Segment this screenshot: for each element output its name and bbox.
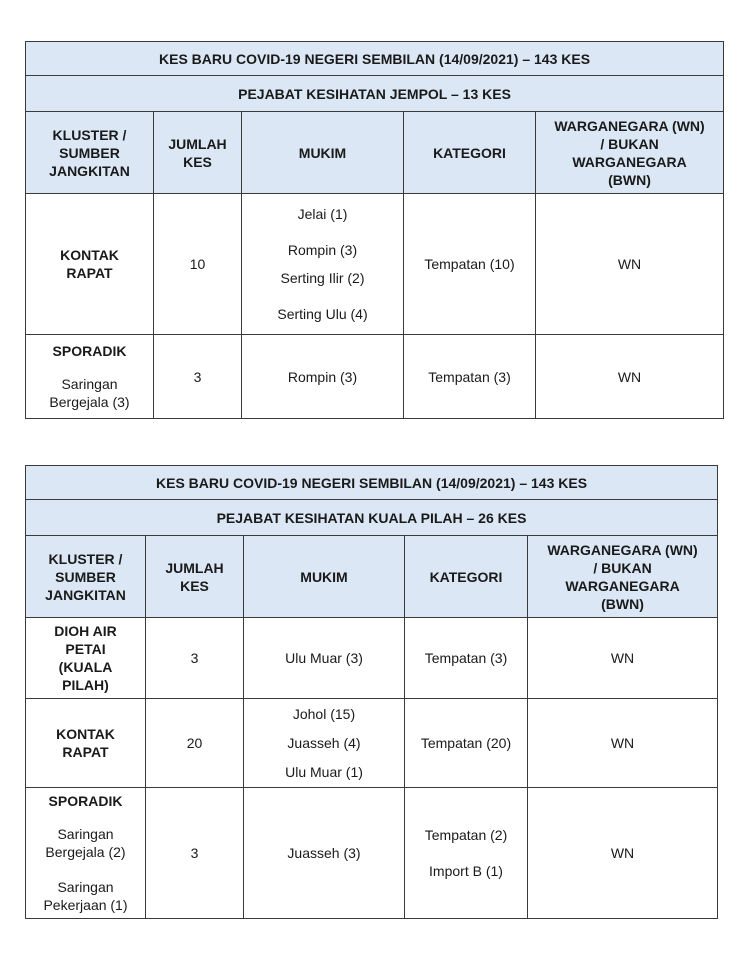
mukim-cell: Rompin (3) bbox=[242, 335, 404, 419]
jumlah-cell: 3 bbox=[146, 618, 244, 699]
wn-cell: WN bbox=[536, 335, 724, 419]
mukim-cell: Juasseh (3) bbox=[244, 788, 405, 919]
header-warganegara: WARGANEGARA (WN) / BUKAN WARGANEGARA (BWN) bbox=[536, 112, 724, 194]
wn-cell: WN bbox=[528, 618, 718, 699]
jumlah-cell: 3 bbox=[154, 335, 242, 419]
header-kluster: KLUSTER / SUMBER JANGKITAN bbox=[26, 112, 154, 194]
table-row bbox=[26, 699, 718, 788]
header-kategori: KATEGORI bbox=[405, 536, 528, 618]
kategori-cell: Tempatan (2) Import B (1) bbox=[405, 788, 528, 919]
table-row bbox=[26, 335, 724, 419]
kluster-cell: KONTAK RAPAT bbox=[26, 699, 146, 788]
header-jumlah-kes: JUMLAH KES bbox=[146, 536, 244, 618]
wn-cell: WN bbox=[528, 699, 718, 788]
table-row bbox=[26, 194, 724, 335]
office-title: PEJABAT KESIHATAN KUALA PILAH – 26 KES bbox=[26, 500, 718, 536]
header-mukim: MUKIM bbox=[242, 112, 404, 194]
kategori-cell: Tempatan (3) bbox=[405, 618, 528, 699]
mukim-cell: Johol (15) Juasseh (4) Ulu Muar (1) bbox=[244, 699, 405, 788]
kategori-cell: Tempatan (3) bbox=[404, 335, 536, 419]
header-jumlah-kes: JUMLAH KES bbox=[154, 112, 242, 194]
jumlah-cell: 20 bbox=[146, 699, 244, 788]
wn-cell: WN bbox=[528, 788, 718, 919]
header-kategori: KATEGORI bbox=[404, 112, 536, 194]
header-warganegara: WARGANEGARA (WN) / BUKAN WARGANEGARA (BWN) bbox=[528, 536, 718, 618]
table-row bbox=[26, 788, 718, 919]
kluster-cell: SPORADIK Saringan Bergejala (3) bbox=[26, 335, 154, 419]
kategori-cell: Tempatan (20) bbox=[405, 699, 528, 788]
table-row bbox=[26, 618, 718, 699]
wn-cell: WN bbox=[536, 194, 724, 335]
mukim-cell: Ulu Muar (3) bbox=[244, 618, 405, 699]
mukim-cell: Jelai (1) Rompin (3) Serting Ilir (2) Serting Ulu (4) bbox=[242, 194, 404, 335]
jempol-cases-table bbox=[25, 41, 724, 419]
jumlah-cell: 3 bbox=[146, 788, 244, 919]
table-title: KES BARU COVID-19 NEGERI SEMBILAN (14/09/2021) – 143 KES bbox=[26, 466, 718, 500]
header-kluster: KLUSTER / SUMBER JANGKITAN bbox=[26, 536, 146, 618]
kluster-cell: DIOH AIR PETAI (KUALA PILAH) bbox=[26, 618, 146, 699]
kluster-cell: KONTAK RAPAT bbox=[26, 194, 154, 335]
jumlah-cell: 10 bbox=[154, 194, 242, 335]
kluster-cell: SPORADIK Saringan Bergejala (2) Saringan Pekerjaan (1) bbox=[26, 788, 146, 919]
header-mukim: MUKIM bbox=[244, 536, 405, 618]
kuala-pilah-cases-table bbox=[25, 465, 718, 919]
kategori-cell: Tempatan (10) bbox=[404, 194, 536, 335]
table-title: KES BARU COVID-19 NEGERI SEMBILAN (14/09/2021) – 143 KES bbox=[26, 42, 724, 76]
office-title: PEJABAT KESIHATAN JEMPOL – 13 KES bbox=[26, 76, 724, 112]
